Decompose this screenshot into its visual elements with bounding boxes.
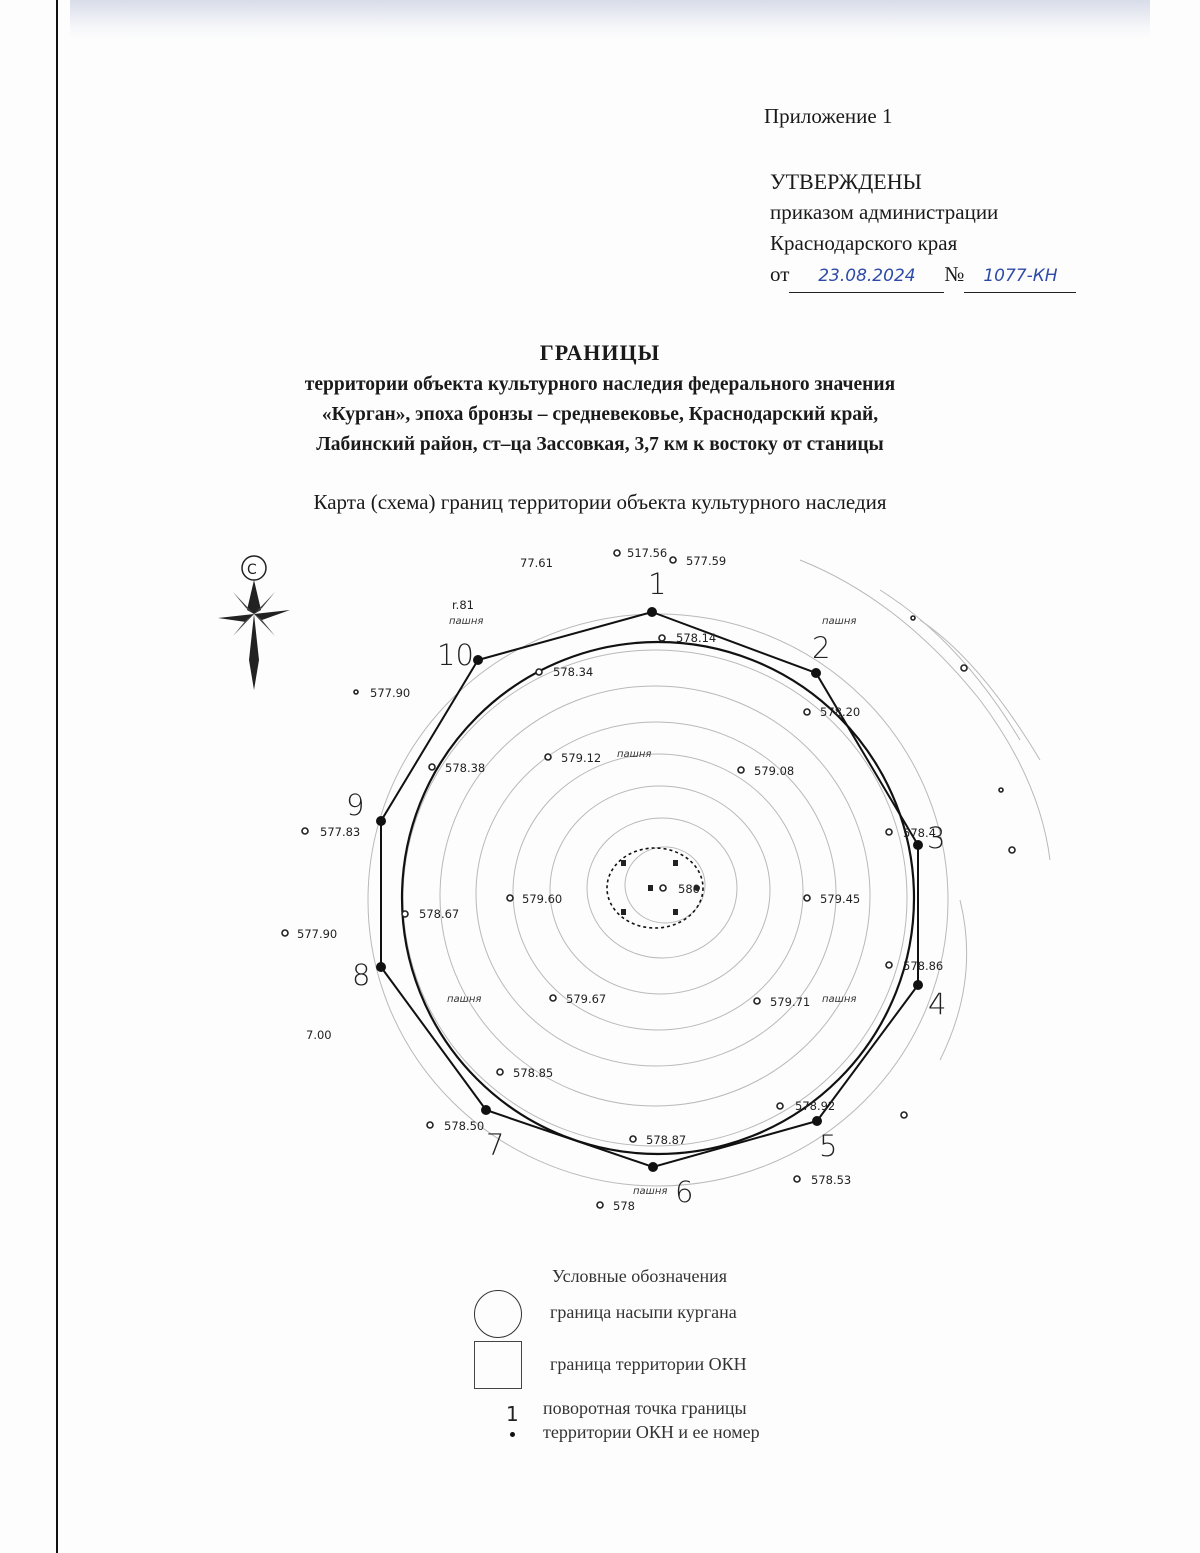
- legend-territory-label: граница территории ОКН: [550, 1354, 747, 1374]
- legend-point-dot-icon: [510, 1432, 515, 1437]
- date-prefix: от: [770, 262, 790, 286]
- title-line-3: Лабинский район, ст–ца Зассовкая, 3,7 км к востоку от станицы: [316, 434, 884, 455]
- elevation-label: 579.08: [754, 764, 795, 778]
- title-line-1: территории объекта культурного наследия федерального значения: [304, 374, 896, 395]
- order-line-1: приказом администрации: [770, 200, 999, 224]
- title-line-2: «Курган», эпоха бронзы – средневековье, Краснодарский край,: [321, 404, 879, 425]
- point-number: 3: [927, 821, 946, 855]
- handwritten-number: 1077-КН: [964, 261, 1076, 293]
- field-label: пашня: [617, 749, 652, 760]
- legend-point-line-1: поворотная точка границы: [543, 1398, 747, 1418]
- elevation-label: 578.4: [903, 826, 936, 840]
- approved-heading: УТВЕРЖДЕНЫ: [770, 169, 922, 194]
- point-number: 6: [675, 1175, 694, 1209]
- elevation-label: 578.14: [676, 631, 717, 645]
- point-6-marker: [648, 1162, 658, 1172]
- elevation-label: 577.83: [320, 825, 361, 839]
- elevation-label: 577.90: [297, 927, 338, 941]
- elevation-label: r.81: [452, 598, 474, 612]
- turning-point-numbers: [346, 567, 946, 1209]
- point-8-marker: [376, 962, 386, 972]
- elevation-label: 578.34: [553, 665, 594, 679]
- point-5-marker: [812, 1116, 822, 1126]
- elevation-label: 578.87: [646, 1133, 687, 1147]
- north-arrow-icon: [218, 556, 290, 690]
- point-1-marker: [647, 607, 657, 617]
- handwritten-date: 23.08.2024: [789, 261, 944, 293]
- number-prefix: №: [944, 262, 965, 286]
- point-9-marker: [376, 816, 386, 826]
- field-label: пашня: [822, 616, 857, 627]
- legend-square-icon: [474, 1341, 522, 1389]
- elevation-label: 579.60: [522, 892, 563, 906]
- point-number: 8: [352, 958, 371, 992]
- elevation-label: 578.67: [419, 907, 460, 921]
- legend-point-label: [543, 1396, 760, 1444]
- legend-mound-label: граница насыпи кургана: [550, 1302, 737, 1322]
- legend-circle-icon: [474, 1290, 522, 1338]
- legend-point-line-2: территории ОКН и ее номер: [543, 1422, 760, 1442]
- elevation-labels: [297, 546, 946, 1213]
- point-4-marker: [913, 980, 923, 990]
- elevation-label: 579.67: [566, 992, 607, 1006]
- point-number: 7: [486, 1128, 505, 1162]
- elevation-label: 578: [613, 1199, 635, 1213]
- elevation-label: 77.61: [520, 556, 553, 570]
- point-number: 1: [648, 567, 667, 601]
- elevation-label: 517.56: [627, 546, 668, 560]
- elevation-label: 578.20: [820, 705, 861, 719]
- appendix-label: Приложение 1: [764, 104, 893, 128]
- point-number: 10: [437, 638, 474, 672]
- point-3-marker: [913, 840, 923, 850]
- elevation-label: 578.50: [444, 1119, 485, 1133]
- document-title: ГРАНИЦЫ: [539, 340, 661, 365]
- point-number: 9: [346, 788, 365, 822]
- field-label: пашня: [822, 994, 857, 1005]
- elevation-label: 579.71: [770, 995, 811, 1009]
- field-label: пашня: [447, 994, 482, 1005]
- elevation-label: 579.12: [561, 751, 602, 765]
- elevation-label: 577.90: [370, 686, 411, 700]
- point-number: 4: [928, 987, 947, 1021]
- elevation-label: 578.92: [795, 1099, 836, 1113]
- point-7-marker: [481, 1105, 491, 1115]
- field-label: пашня: [449, 616, 484, 627]
- north-letter: С: [247, 562, 257, 578]
- legend-title: Условные обозначения: [552, 1266, 728, 1286]
- elevation-label: 580: [678, 882, 700, 896]
- field-label: пашня: [633, 1186, 668, 1197]
- order-line-2: Краснодарского края: [770, 231, 958, 255]
- elevation-label: 578.85: [513, 1066, 554, 1080]
- point-2-marker: [811, 668, 821, 678]
- elevation-label: 7.00: [306, 1028, 332, 1042]
- map-caption: Карта (схема) границ территории объекта культурного наследия: [313, 490, 887, 514]
- point-10-marker: [473, 655, 483, 665]
- elevation-label: 577.59: [686, 554, 727, 568]
- elevation-markers: [282, 550, 1015, 1208]
- elevation-label: 579.45: [820, 892, 861, 906]
- legend-point-number: 1: [506, 1402, 519, 1426]
- elevation-label: 578.86: [903, 959, 944, 973]
- elevation-label: 578.53: [811, 1173, 852, 1187]
- point-number: 2: [812, 631, 831, 665]
- point-number: 5: [819, 1129, 838, 1163]
- elevation-label: 578.38: [445, 761, 486, 775]
